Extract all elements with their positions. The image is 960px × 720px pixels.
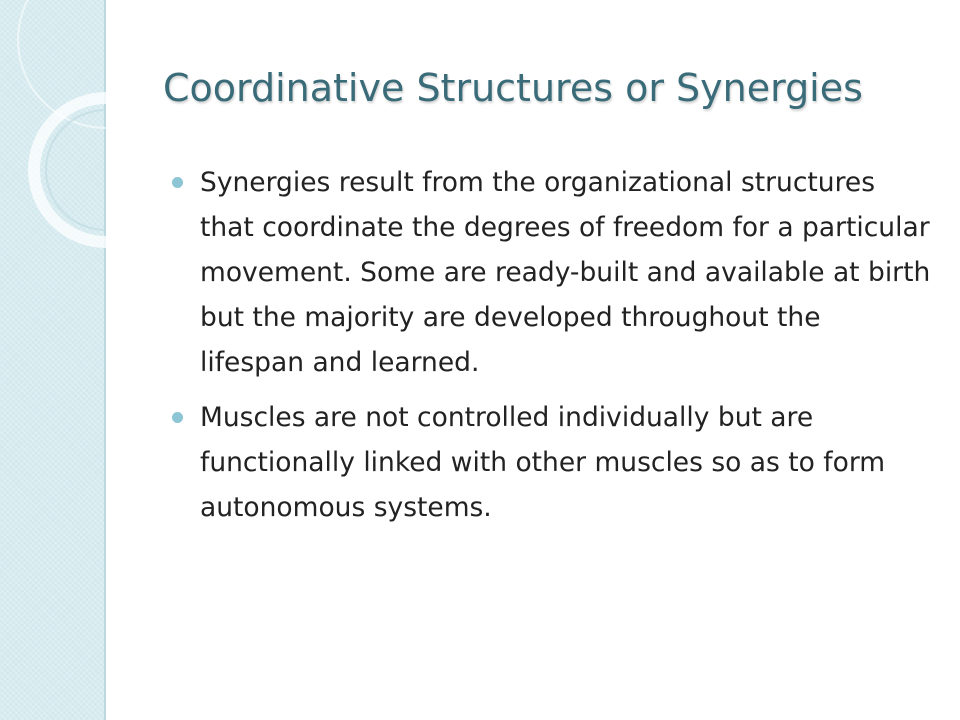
- bullet-text: Muscles are not controlled individually but are functionally linked with other muscles so as to form autonomous systems.: [200, 402, 886, 523]
- bullet-list: [172, 160, 932, 540]
- bullet-text: Synergies result from the organizational structures that coordinate the degrees of freedom for a particular movement. Some are ready-built and available at birth but the majority are developed throughout the lifespan and learned.: [200, 167, 931, 378]
- bullet-item: [172, 395, 932, 530]
- decorative-circles: [0, 0, 106, 720]
- bullet-item: [172, 160, 932, 385]
- bullet-dot-icon: [172, 177, 183, 188]
- slide-title: Coordinative Structures or Synergies: [163, 66, 863, 110]
- bullet-dot-icon: [172, 412, 183, 423]
